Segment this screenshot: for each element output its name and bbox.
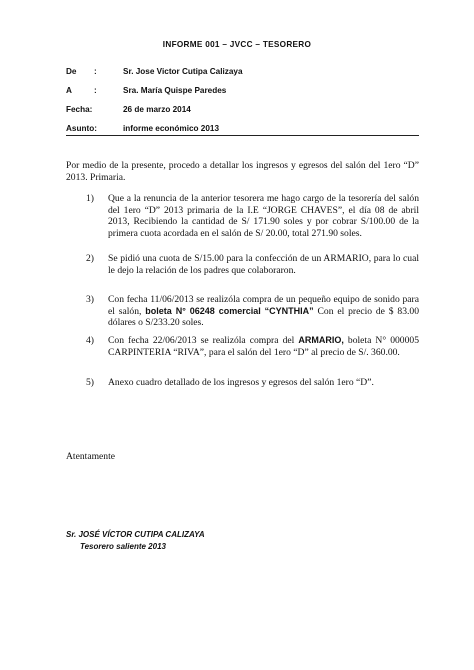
item-3-bold: boleta N° 06248 comercial “CYNTHIA” [145, 305, 314, 316]
header-divider [66, 135, 419, 136]
header-from-row [66, 67, 466, 79]
item-4-text [108, 335, 419, 358]
item-3-text-a: Con fecha 11/06/2013 se realizóla compra de un pequeño equipo de sonido para el salón, [108, 294, 419, 317]
header-date-row [66, 105, 466, 117]
item-2-number: 2) [86, 253, 94, 264]
item-4-bold: ARMARIO, [298, 335, 344, 345]
intro-paragraph: Por medio de la presente, procedo a detallar los ingresos y egresos del salón del 1ero “D” 2013. Primaria. [66, 160, 419, 183]
item-3-text [108, 294, 419, 329]
header-from-key: De [66, 67, 77, 76]
closing-text: Atentamente [66, 451, 116, 462]
item-3-text-b: Con el precio de $ 83.00 dólares o S/233.20 soles. [108, 305, 419, 328]
item-3-number: 3) [86, 294, 94, 305]
item-5-number: 5) [86, 377, 94, 388]
header-date-key: Fecha: [66, 105, 93, 114]
document-title: INFORME 001 – JVCC – TESORERO [162, 40, 312, 49]
header-to-colon: : [94, 86, 97, 95]
item-1-number: 1) [86, 193, 94, 204]
header-to-key: A [66, 86, 72, 95]
item-4-text-b: boleta N° 000005 CARPINTERIA “RIVA”, para el salón del 1ero “D” al precio de S/. 360.00. [108, 335, 419, 358]
header-subject-key: Asunto: [66, 124, 97, 133]
item-1-text: Que a la renuncia de la anterior tesorera me hago cargo de la tesorería del salón del 1ero “D” 2013 primaria de la I.E “JORGE CHAVES”, el día 08 de abril 2013, Recibiendo la cantidad de S/ 171.90 soles y por cobrar S/100.00 de la primera cuota acordada en el salón de S/ 20.00, total 271.90 soles. [108, 193, 419, 239]
signature-role: Tesorero saliente 2013 [80, 542, 166, 551]
signature-name: Sr. JOSÉ VÍCTOR CUTIPA CALIZAYA [66, 530, 205, 539]
header-date-value: 26 de marzo 2014 [123, 105, 191, 114]
item-4-text-a: Con fecha 22/06/2013 se realizóla compra del [108, 335, 299, 346]
header-to-value: Sra. María Quispe Paredes [123, 86, 227, 95]
header-to-row [66, 86, 466, 98]
header-from-value: Sr. Jose Victor Cutipa Calizaya [123, 67, 243, 76]
header-subject-value: informe económico 2013 [123, 124, 220, 133]
header-from-colon: : [94, 67, 97, 76]
item-2-text: Se pidió una cuota de S/15.00 para la confección de un ARMARIO, para lo cual le dejo la relación de los padres que colaboraron. [108, 253, 419, 276]
item-4-number: 4) [86, 335, 94, 346]
item-5-text: Anexo cuadro detallado de los ingresos y egresos del salón 1ero “D”. [108, 377, 374, 388]
